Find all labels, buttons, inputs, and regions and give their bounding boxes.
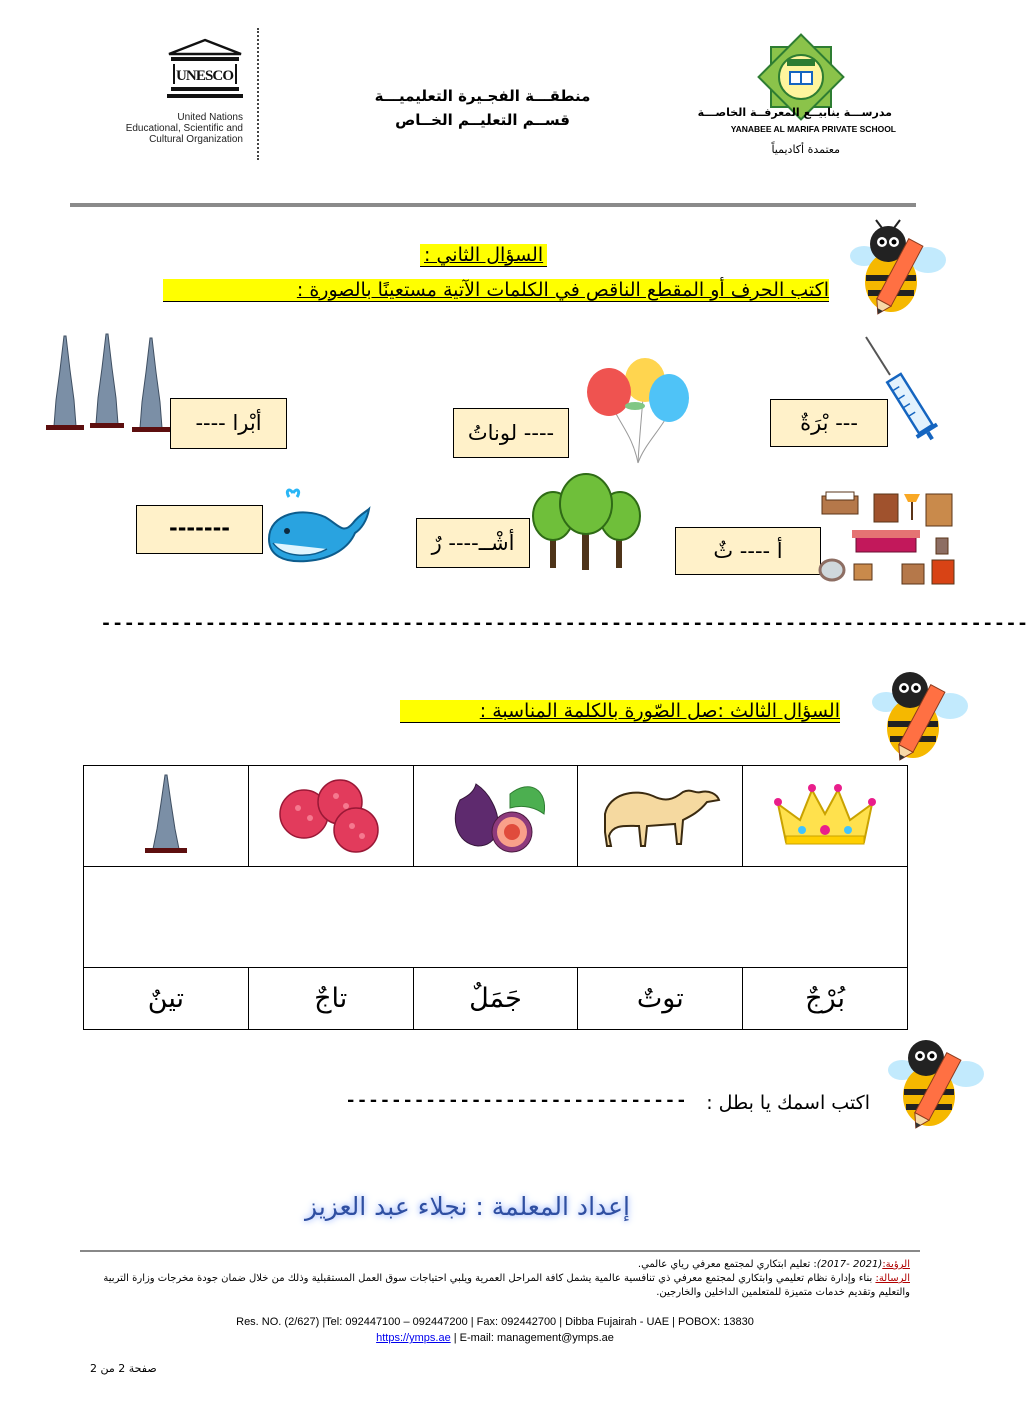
- picture-cell-crown[interactable]: [743, 766, 908, 867]
- student-name-field[interactable]: ------------------------------: [345, 1090, 688, 1112]
- picture-cell-figs[interactable]: [413, 766, 578, 867]
- region-heading: [360, 84, 605, 132]
- page-number: صفحة 2 من 2: [90, 1362, 157, 1375]
- furniture-icon: [818, 490, 958, 590]
- bee-pencil-icon: [874, 1034, 986, 1134]
- crown-icon: [770, 774, 880, 854]
- vision-mission: [80, 1258, 910, 1300]
- contact-info: [80, 1314, 910, 1346]
- section-separator: --------------------------------------------------------------------------------: [100, 613, 1028, 636]
- header-rule: [70, 203, 916, 207]
- word-box-balloons[interactable]: ---- لوناتُ: [453, 408, 569, 458]
- header-divider: [257, 28, 259, 160]
- camel-icon: [595, 774, 725, 854]
- web-line: [80, 1330, 910, 1346]
- unesco-line: United Nations: [177, 112, 243, 123]
- region-name: منطقـــة الفجـيرة التعليميـــة: [374, 87, 591, 105]
- mission-text: بناء وإدارة نظام تعليمي وابتكاري لمجتمع معرفي ذي تنافسية عالمية يشمل كافة المراحل العمرية ويلبي احتياجات سوق العمل المستقبلية وذلك من خلال ضمان جودة مخرجات وزارة التربية والتعليم وتقديم خدمات متميزة للمتعلمين الداخلين والخارجين.: [103, 1273, 910, 1298]
- footer-rule: [80, 1250, 920, 1252]
- vision-label: الرؤية:: [882, 1259, 910, 1270]
- bee-pencil-icon: [836, 220, 948, 320]
- word-cell[interactable]: جَمَلٌ: [413, 968, 578, 1030]
- word-box-needle[interactable]: --- بْرَةٌ: [770, 399, 888, 447]
- word-cell[interactable]: بُرْجٌ: [743, 968, 908, 1030]
- word-box-trees[interactable]: أشْــ---- رٌ: [416, 518, 530, 568]
- school-name-english: YANABEE AL MARIFA PRIVATE SCHOOL: [730, 124, 896, 134]
- bee-pencil-icon: [852, 666, 976, 766]
- question-2-title: السؤال الثاني :: [420, 244, 547, 267]
- word-cell[interactable]: تاجٌ: [248, 968, 413, 1030]
- trees-icon: [530, 474, 645, 578]
- word-box-tower[interactable]: أبْرا ----: [170, 398, 287, 449]
- raspberries-icon: [276, 774, 386, 854]
- vision-line: [80, 1258, 910, 1272]
- unesco-temple-logo: [165, 38, 245, 100]
- picture-cell-camel[interactable]: [578, 766, 743, 867]
- student-name-label: اكتب اسمك يا بطل :: [706, 1092, 870, 1114]
- unesco-line: Cultural Organization: [149, 134, 243, 145]
- picture-cell-raspberries[interactable]: [248, 766, 413, 867]
- mission-line: [80, 1272, 910, 1300]
- picture-cell-tower[interactable]: [84, 766, 249, 867]
- figs-icon: [440, 774, 550, 854]
- svg-text:UNESCO: UNESCO: [176, 68, 234, 84]
- word-box-whale[interactable]: -------: [136, 505, 263, 554]
- burj-towers-icon: [42, 330, 172, 435]
- unesco-caption: [115, 112, 243, 145]
- word-box-furniture[interactable]: أ ---- ثٌ: [675, 527, 821, 575]
- contact-line: Res. NO. (2/627) |Tel: 092447100 – 092447200 | Fax: 092442700 | Dibba Fujairah - UAE | POBOX: 13830: [236, 1316, 754, 1328]
- unesco-line: Educational, Scientific and: [125, 123, 243, 134]
- website-link[interactable]: https://ymps.ae: [376, 1332, 451, 1344]
- word-cell[interactable]: توتٌ: [578, 968, 743, 1030]
- matching-area[interactable]: [84, 867, 908, 968]
- email-text: | E-mail: management@ymps.ae: [450, 1332, 614, 1344]
- balloons-icon: [583, 358, 693, 470]
- matching-space-row: [84, 867, 908, 968]
- department-name: قســم التعليــم الخــاص: [395, 111, 570, 129]
- vision-years: (2021 -2017): [816, 1259, 883, 1270]
- vision-text: : تعليم ابتكاري لمجتمع معرفي رياي عالمي.: [637, 1259, 817, 1270]
- question-2-instruction: اكتب الحرف أو المقطع الناقص في الكلمات الآتية مستعينًا بالصورة :: [163, 279, 829, 302]
- question-3-title: السؤال الثالث :صل الصّورة بالكلمة المناسبة :: [400, 700, 840, 723]
- matching-table: [83, 765, 908, 1030]
- school-name-arabic: مدرســـة ينابيــع المعرفــة الخاصـــة: [697, 106, 892, 119]
- mission-label: الرسالة:: [875, 1273, 910, 1284]
- words-row: [84, 968, 908, 1030]
- tower-icon: [131, 773, 201, 855]
- accreditation-label: معتمدة أكاديمياً: [771, 143, 840, 156]
- pictures-row: [84, 766, 908, 867]
- whale-icon: [263, 487, 373, 569]
- teacher-credit: إعداد المعلمة : نجلاء عبد العزيز: [305, 1192, 630, 1221]
- word-cell[interactable]: تينٌ: [84, 968, 249, 1030]
